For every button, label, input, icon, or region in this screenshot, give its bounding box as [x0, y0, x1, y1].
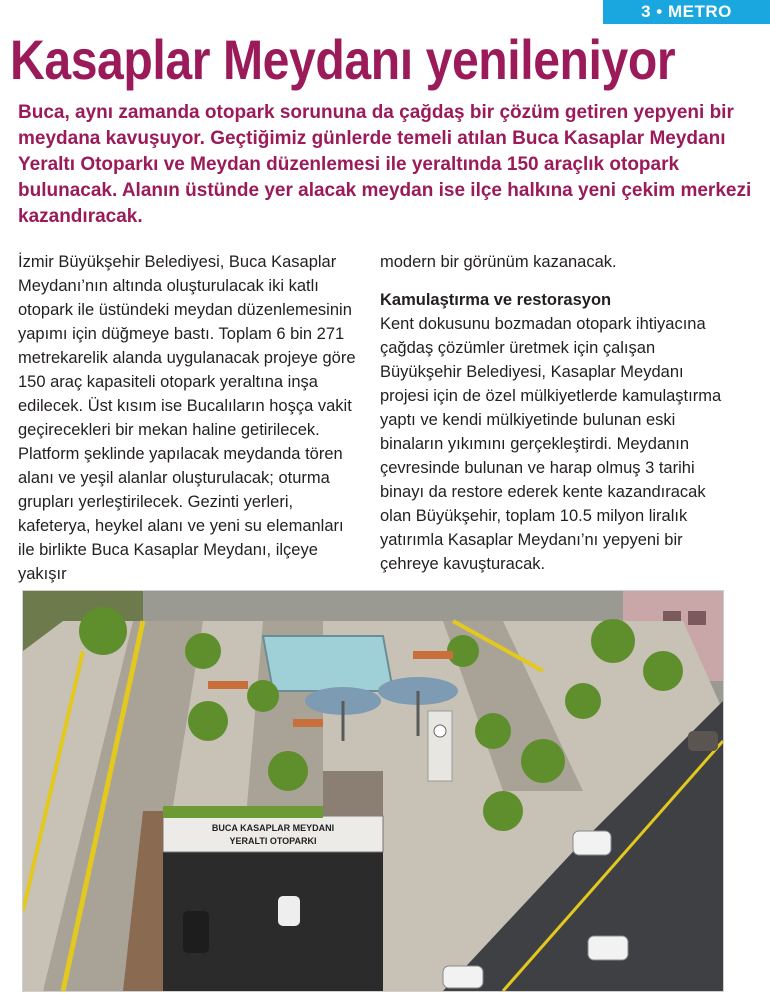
entrance-sign-line2: YERALTI OTOPARKI [229, 836, 317, 846]
headline: Kasaplar Meydanı yenileniyor [10, 28, 676, 91]
section-tab: 3 • METRO [603, 0, 770, 24]
square-rendering-photo [22, 590, 724, 992]
body-paragraph-right: Kent dokusunu bozmadan otopark ihtiyacına çağdaş çözümler üretmek için çalışan Büyükşehir Belediyesi, Kasaplar Meydanı projesi için de özel mülkiyetlerde kamulaştırma yaptı ve kendi mülkiyetinde bulunan eski binaların yıkımını gerçekleştirdi. Meydanın çevresinde bulunan ve harap olmuş 3 tarihi binayı da restore ederek kente kazandıracak olan Büyükşehir, toplam 10.5 milyon liralık yatırımla Kasaplar Meydanı’nı yepyeni bir çehreye kavuşturacak. [380, 315, 722, 573]
lead-paragraph: Buca, aynı zamanda otopark sorununa da çağdaş bir çözüm getiren yepyeni bir meydana kavuşuyor. Geçtiğimiz günlerde temeli atılan Buca Kasaplar Meydanı Yeraltı Otoparkı ve Meydan düzenlemesi ile yeraltında 150 araçlık otopark bulunacak. Alanın üstünde yer alacak meydan ise ilçe halkına yeni çekim merkezi kazandıracak. [18, 102, 752, 227]
body-continuation: modern bir görünüm kazanacak. [380, 253, 617, 271]
body-paragraph-left: İzmir Büyükşehir Belediyesi, Buca Kasaplar Meydanı’nın altında oluşturulacak iki katlı otopark ile üstündeki meydan düzenlemesinin yapımı için düğmeye bastı. Toplam 6 bin 271 metrekarelik alanda uygulanacak projeye göre 150 araç kapasiteli otopark yeraltına inşa edilecek. Üst kısım ise Bucalıların hoşça vakit geçirecekleri bir mekan haline getirilecek. Platform şeklinde yapılacak meydanda tören alanı ve yeşil alanlar oluşturulacak; oturma grupları yerleştirilecek. Gezinti yerleri, kafeterya, heykel alanı ve yeni su elemanları ile birlikte Buca Kasaplar Meydanı, ilçeye yakışır [18, 253, 356, 583]
body-column-left [18, 250, 363, 586]
body-column-right [380, 250, 725, 576]
entrance-sign-line1: BUCA KASAPLAR MEYDANI [211, 823, 335, 833]
subheading: Kamulaştırma ve restorasyon [380, 291, 612, 309]
